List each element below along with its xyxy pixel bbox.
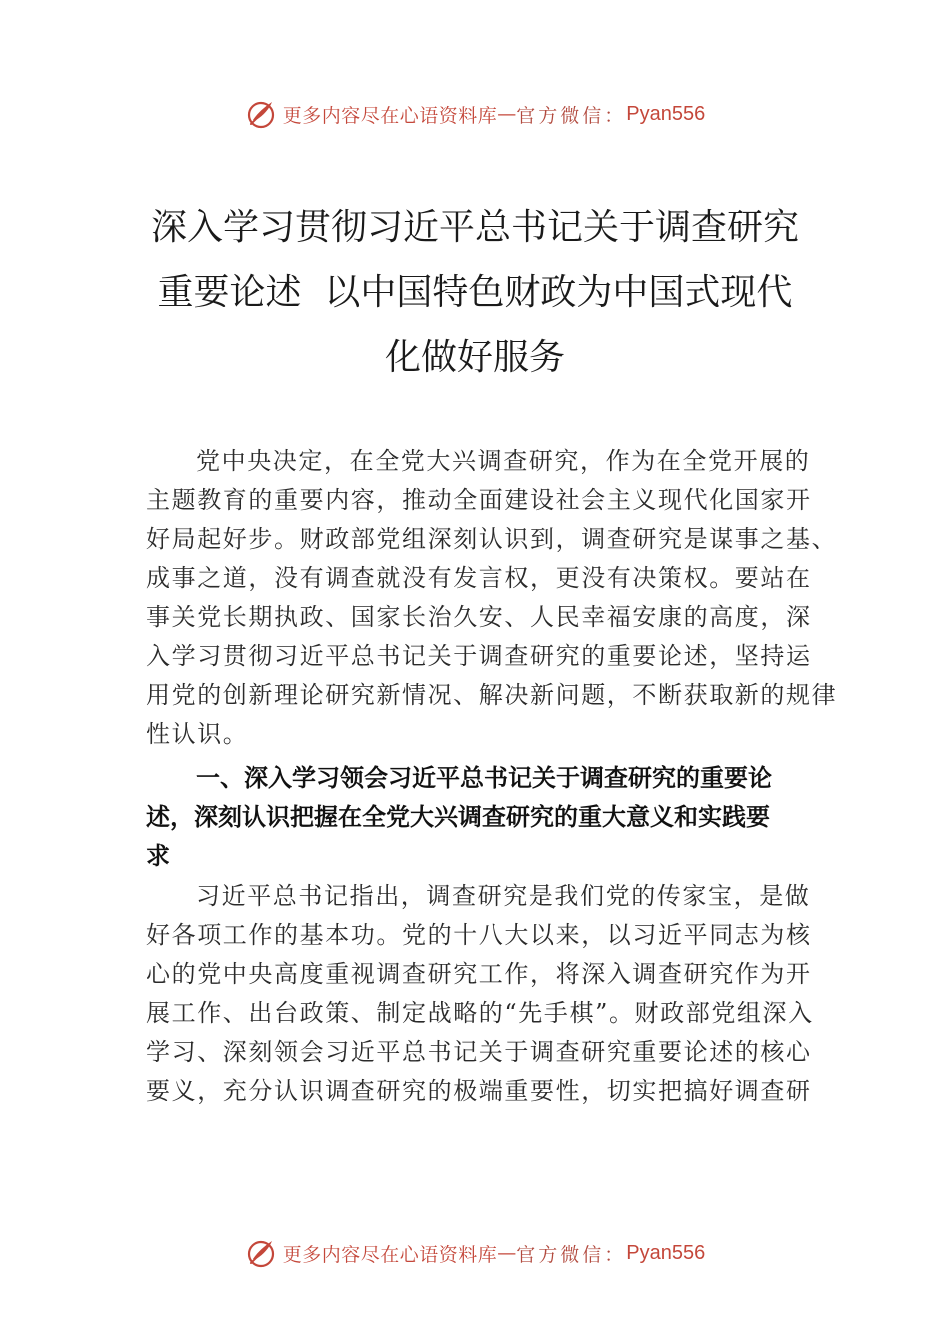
banner-contact-label: 官方微信： bbox=[516, 104, 627, 127]
title-line: 深入学习贯彻习近平总书记关于调查研究 bbox=[150, 207, 799, 248]
banner-wechat-id: Pyan556 bbox=[626, 1241, 706, 1264]
paragraph-line: 事关党长期执政、国家长治久安、人民幸福安康的高度，深 bbox=[146, 603, 812, 631]
document-title bbox=[150, 195, 800, 390]
paragraph-line: 习近平总书记指出，调查研究是我们党的传家宝，是做 bbox=[196, 882, 811, 910]
footer-banner bbox=[0, 1233, 950, 1273]
paragraph-section-1 bbox=[146, 877, 826, 1111]
paragraph-line: 成事之道，没有调查就没有发言权，更没有决策权。要站在 bbox=[146, 564, 812, 592]
paragraph-line: 学习、深刻领会习近平总书记关于调查研究重要论述的核心 bbox=[146, 1038, 812, 1066]
paragraph-line: 党中央决定，在全党大兴调查研究，作为在全党开展的 bbox=[196, 447, 811, 475]
paragraph-line: 要义，充分认识调查研究的极端重要性，切实把搞好调查研 bbox=[146, 1077, 812, 1105]
heading-line: 一、深入学习领会习近平总书记关于调查研究的重要论 bbox=[196, 764, 772, 792]
banner-brand-text: 更多内容尽在心语资料库 bbox=[282, 104, 498, 127]
header-banner bbox=[0, 94, 950, 134]
paragraph-line: 心的党中央高度重视调查研究工作，将深入调查研究作为开 bbox=[146, 960, 812, 988]
paragraph-line: 展工作、出台政策、制定战略的“先手棋”。财政部党组深入 bbox=[146, 999, 814, 1027]
paragraph-intro bbox=[146, 442, 838, 754]
heading-line: 述，深刻认识把握在全党大兴调查研究的重大意义和实践要 bbox=[146, 803, 770, 831]
banner-wechat-id: Pyan556 bbox=[626, 102, 706, 125]
title-line: 化做好服务 bbox=[384, 337, 565, 378]
paragraph-line: 好局起好步。财政部党组深刻认识到，调查研究是谋事之基、 bbox=[146, 525, 838, 553]
banner-brand-text: 更多内容尽在心语资料库 bbox=[282, 1243, 498, 1266]
section-heading-1 bbox=[146, 759, 826, 876]
title-line: 重要论述 以中国特色财政为中国式现代 bbox=[157, 272, 793, 313]
paragraph-line: 性认识。 bbox=[146, 720, 249, 748]
paragraph-line: 好各项工作的基本功。党的十八大以来，以习近平同志为核 bbox=[146, 921, 812, 949]
quill-logo-icon bbox=[245, 98, 277, 130]
banner-dash: — bbox=[497, 103, 517, 125]
banner-contact-label: 官方微信： bbox=[516, 1243, 627, 1266]
banner-dash: — bbox=[497, 1242, 517, 1264]
paragraph-line: 主题教育的重要内容，推动全面建设社会主义现代化国家开 bbox=[146, 486, 812, 514]
paragraph-line: 用党的创新理论研究新情况、解决新问题，不断获取新的规律 bbox=[146, 681, 838, 709]
heading-line: 求 bbox=[146, 842, 170, 870]
paragraph-line: 入学习贯彻习近平总书记关于调查研究的重要论述，坚持运 bbox=[146, 642, 812, 670]
quill-logo-icon bbox=[245, 1237, 277, 1269]
